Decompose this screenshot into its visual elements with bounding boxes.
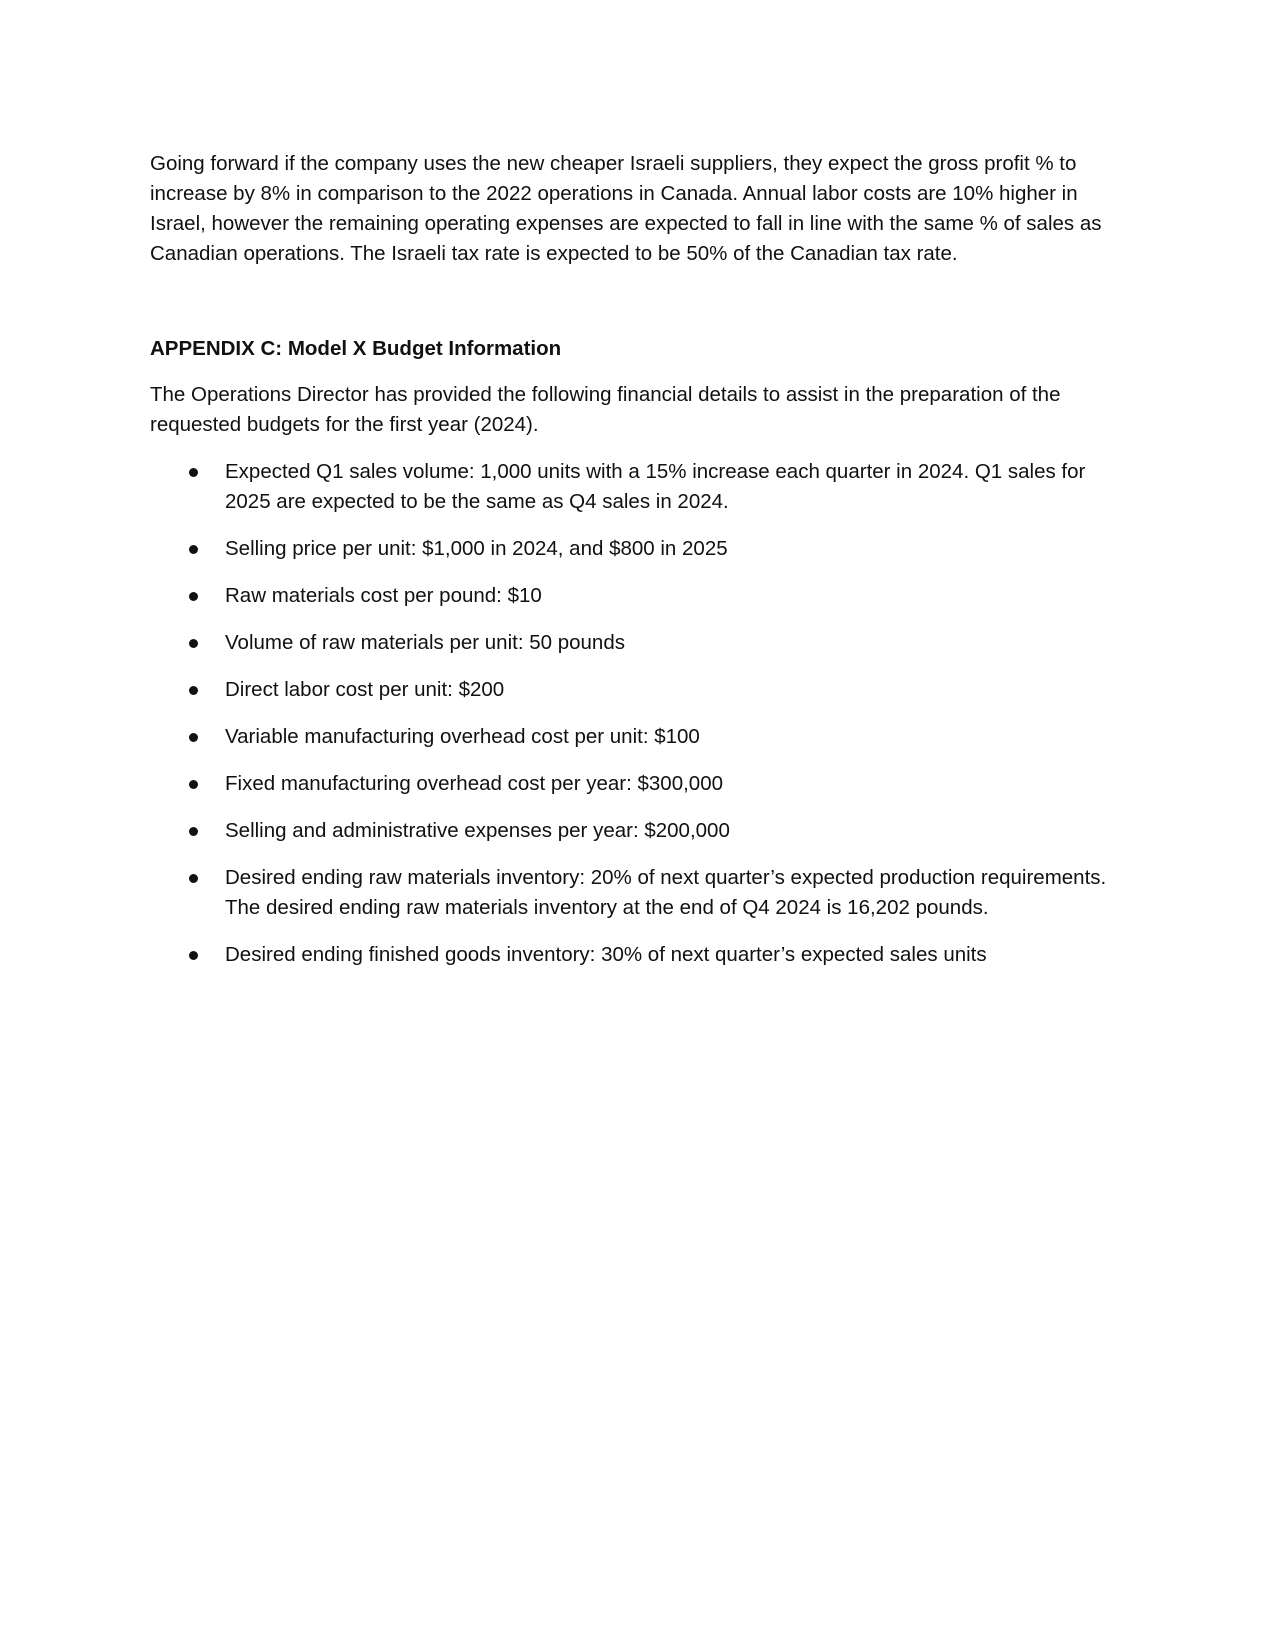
list-item-text: Volume of raw materials per unit: 50 pounds bbox=[225, 631, 625, 654]
list-item bbox=[150, 940, 1130, 970]
list-item bbox=[150, 675, 1130, 705]
bullet-icon bbox=[189, 592, 198, 601]
bullet-icon bbox=[189, 733, 198, 742]
appendix-intro-paragraph: The Operations Director has provided the following financial details to assist in the preparation of the requested budgets for the first year (2024). bbox=[150, 383, 1061, 436]
bullet-icon bbox=[189, 545, 198, 554]
list-item bbox=[150, 581, 1130, 611]
budget-details-list bbox=[150, 457, 1130, 970]
bullet-icon bbox=[189, 686, 198, 695]
bullet-icon bbox=[189, 780, 198, 789]
list-item-text: Direct labor cost per unit: $200 bbox=[225, 678, 505, 701]
list-item-text: Fixed manufacturing overhead cost per year: $300,000 bbox=[225, 772, 723, 795]
list-item-text: Raw materials cost per pound: $10 bbox=[225, 584, 542, 607]
intro-paragraph: Going forward if the company uses the new cheaper Israeli suppliers, they expect the gross profit % to increase by 8% in comparison to the 2022 operations in Canada. Annual labor costs are 10% higher in Israel, however the remaining operating expenses are expected to fall in line with the same % of sales as Canadian operations. The Israeli tax rate is expected to be 50% of the Canadian tax rate. bbox=[150, 152, 1102, 265]
document-body bbox=[150, 149, 1130, 987]
list-item bbox=[150, 722, 1130, 752]
list-item bbox=[150, 769, 1130, 799]
list-item-text: Expected Q1 sales volume: 1,000 units with a 15% increase each quarter in 2024. Q1 sales for 2025 are expected to be the same as Q4 sales in 2024. bbox=[225, 460, 1086, 513]
list-item-text: Variable manufacturing overhead cost per unit: $100 bbox=[225, 725, 700, 748]
bullet-icon bbox=[189, 468, 198, 477]
list-item bbox=[150, 863, 1130, 923]
bullet-icon bbox=[189, 951, 198, 960]
list-item-text: Desired ending raw materials inventory: 20% of next quarter’s expected production requirements. The desired ending raw materials inventory at the end of Q4 2024 is 16,202 pounds. bbox=[225, 866, 1107, 919]
bullet-icon bbox=[189, 827, 198, 836]
list-item bbox=[150, 816, 1130, 846]
appendix-heading: APPENDIX C: Model X Budget Information bbox=[150, 337, 562, 360]
bullet-icon bbox=[189, 874, 198, 883]
list-item-text: Desired ending finished goods inventory: 30% of next quarter’s expected sales units bbox=[225, 943, 987, 966]
bullet-icon bbox=[189, 639, 198, 648]
list-item-text: Selling price per unit: $1,000 in 2024, and $800 in 2025 bbox=[225, 537, 728, 560]
list-item-text: Selling and administrative expenses per year: $200,000 bbox=[225, 819, 730, 842]
list-item bbox=[150, 534, 1130, 564]
list-item bbox=[150, 457, 1130, 517]
list-item bbox=[150, 628, 1130, 658]
